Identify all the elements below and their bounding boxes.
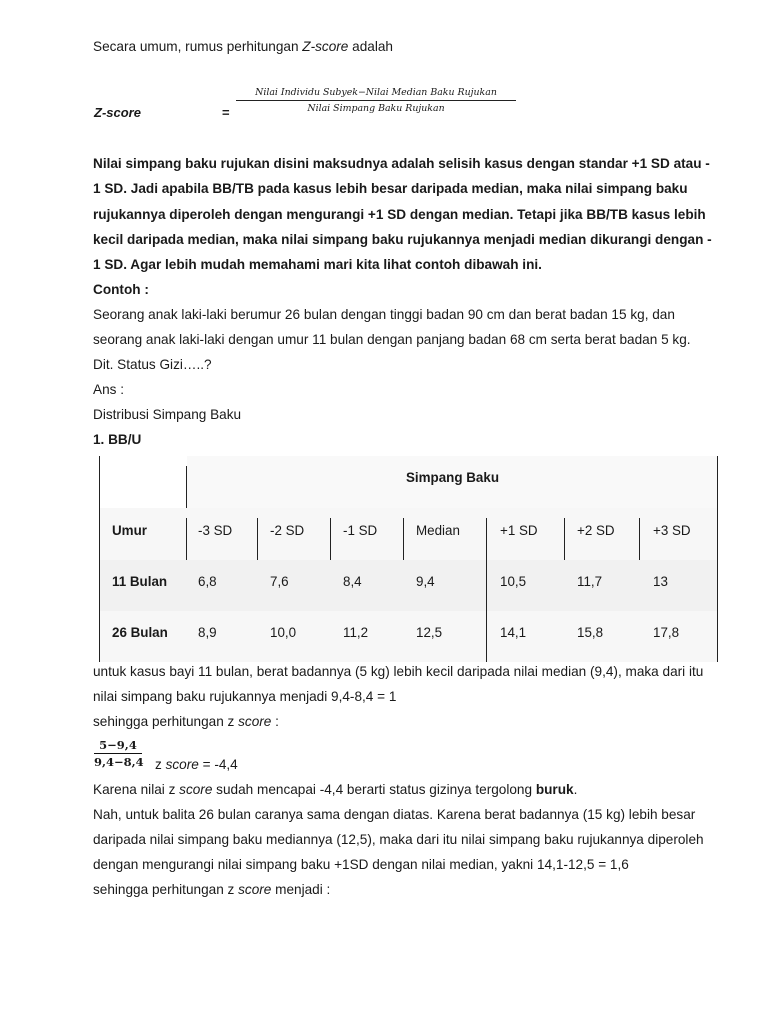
table-cell: 8,4 xyxy=(343,574,362,589)
table-cell: 17,8 xyxy=(653,625,680,640)
bold-paragraph-line: 1 SD. Jadi apabila BB/TB pada kasus lebih besar daripada median, maka nilai simpang baku xyxy=(93,181,688,196)
table-cell: 10,5 xyxy=(500,574,527,589)
table-cell: 10,0 xyxy=(270,625,297,640)
explanation-line: nilai simpang baku rujukannya menjadi 9,4-8,4 = 1 xyxy=(93,689,397,704)
bold-paragraph-line: 1 SD. Agar lebih mudah memahami mari kita lihat contoh dibawah ini. xyxy=(93,257,542,272)
bold-paragraph-line: Nilai simpang baku rujukan disini maksudnya adalah selisih kasus dengan standar +1 SD atau - xyxy=(93,156,710,171)
formula-label: Z-score xyxy=(94,105,141,120)
table-cell: 11,7 xyxy=(577,574,603,589)
formula-equals: = xyxy=(222,105,230,120)
contoh-label: Contoh : xyxy=(93,282,149,297)
karena-line: Karena nilai z score sudah mencapai -4,4 berarti status gizinya tergolong buruk. xyxy=(93,782,578,797)
nah-line: daripada nilai simpang baku mediannya (12,5), maka dari itu nilai simpang baku rujukannya diperoleh xyxy=(93,832,704,847)
table-column-header: Median xyxy=(416,523,460,538)
small-fraction-numerator: 5−9,4 xyxy=(99,738,137,752)
example-line: Ans : xyxy=(93,382,124,397)
intro-text-end: adalah xyxy=(348,39,393,54)
intro-text: Secara umum, rumus perhitungan xyxy=(93,39,303,54)
section-heading: 1. BB/U xyxy=(93,432,142,447)
small-fraction xyxy=(94,738,142,769)
table-cell: 14,1 xyxy=(500,625,527,640)
table-column-header: +3 SD xyxy=(653,523,691,538)
intro-term: Z-score xyxy=(302,39,349,54)
bold-paragraph-line: kecil daripada median, maka nilai simpang baku rujukannya menjadi median dikurangi dengan - xyxy=(93,232,712,247)
fraction-bar xyxy=(236,100,516,101)
intro-line xyxy=(93,38,393,56)
bold-paragraph-line: rujukannya diperoleh dengan mengurangi +1 SD dengan median. Tetapi jika BB/TB kasus lebih xyxy=(93,207,706,222)
table-row-label: 11 Bulan xyxy=(112,574,168,589)
table-column-header: -1 SD xyxy=(343,523,378,538)
calc2-intro: sehingga perhitungan z score menjadi : xyxy=(93,882,331,897)
table-column-header: -2 SD xyxy=(270,523,305,538)
table-row-label: 26 Bulan xyxy=(112,625,168,640)
small-fraction-bar xyxy=(94,753,142,754)
table-cell: 13 xyxy=(653,574,668,589)
table-row-header: Umur xyxy=(112,523,147,538)
nah-line: dengan mengurangi nilai simpang baku +1SD dengan nilai median, yakni 14,1-12,5 = 1,6 xyxy=(93,857,629,872)
small-fraction-denominator: 9,4−8,4 xyxy=(94,755,144,769)
formula-numerator: Nilai Individu Subyek−Nilai Median Baku Rujukan xyxy=(255,87,497,98)
table-column-header: -3 SD xyxy=(198,523,233,538)
explanation-line: untuk kasus bayi 11 bulan, berat badannya (5 kg) lebih kecil daripada nilai median (9,4), maka dari itu xyxy=(93,664,704,679)
simpang-baku-table xyxy=(99,456,718,662)
table-cell: 7,6 xyxy=(270,574,289,589)
example-line: seorang anak laki-laki dengan umur 11 bulan dengan panjang badan 68 cm serta berat badan 5 kg. xyxy=(93,332,691,347)
calc1-intro: sehingga perhitungan z score : xyxy=(93,714,279,729)
table-cell: 8,9 xyxy=(198,625,217,640)
table-column-header: +2 SD xyxy=(577,523,615,538)
example-line: Dit. Status Gizi…..? xyxy=(93,357,212,372)
table-cell: 9,4 xyxy=(416,574,435,589)
nah-line: Nah, untuk balita 26 bulan caranya sama dengan diatas. Karena berat badannya (15 kg) lebih besar xyxy=(93,807,696,822)
table-cell: 11,2 xyxy=(343,625,369,640)
table-cell: 12,5 xyxy=(416,625,443,640)
formula-fraction xyxy=(236,87,516,114)
table-cell: 6,8 xyxy=(198,574,217,589)
table-cell: 15,8 xyxy=(577,625,604,640)
example-line: Seorang anak laki-laki berumur 26 bulan dengan tinggi badan 90 cm dan berat badan 15 kg, dan xyxy=(93,307,675,322)
z-result: z score = -4,4 xyxy=(155,757,238,772)
formula-denominator: Nilai Simpang Baku Rujukan xyxy=(307,103,445,114)
table-column-header: +1 SD xyxy=(500,523,538,538)
example-line: Distribusi Simpang Baku xyxy=(93,407,242,422)
table-group-header: Simpang Baku xyxy=(406,470,500,485)
